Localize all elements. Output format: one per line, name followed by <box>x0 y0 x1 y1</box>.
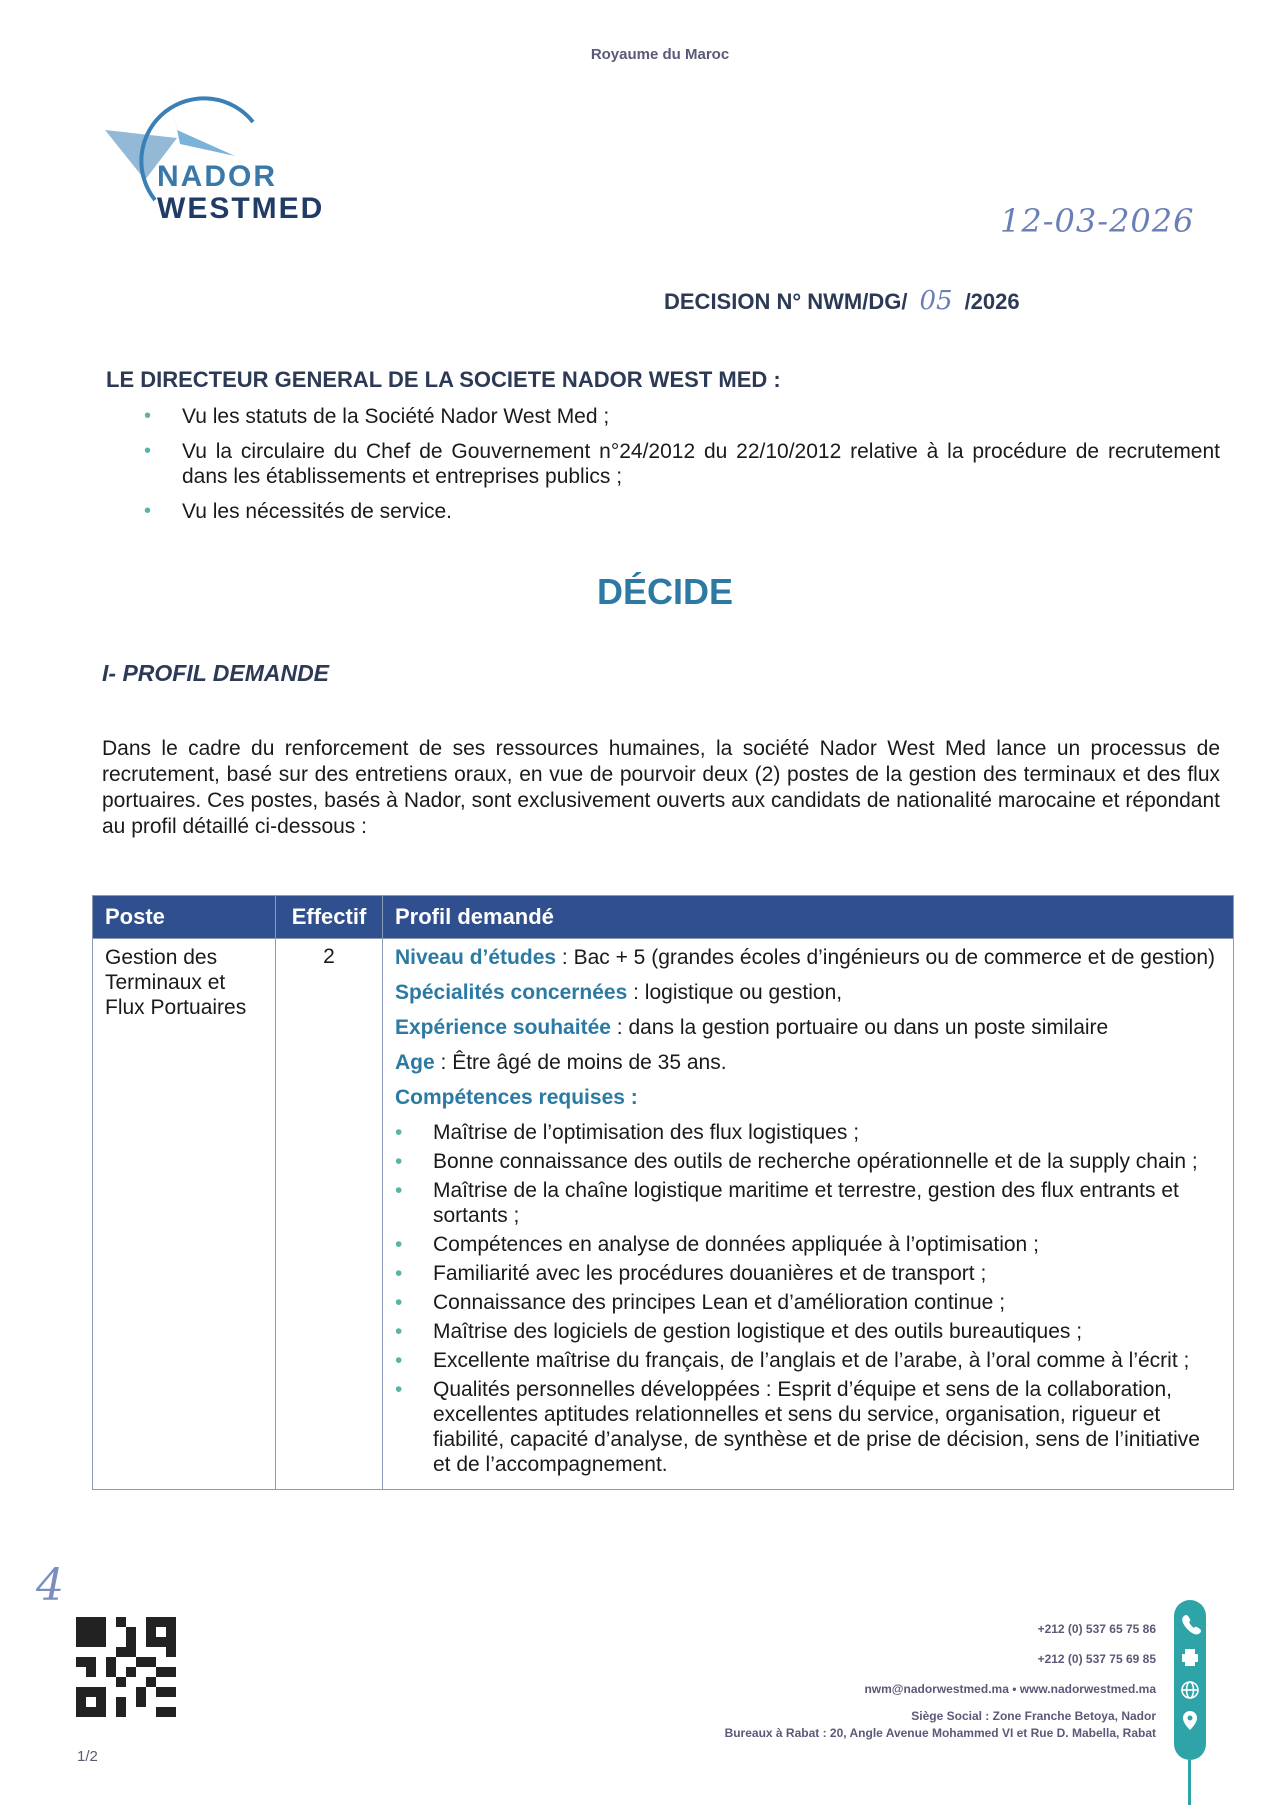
decision-reference <box>664 286 1020 316</box>
contact-block <box>725 1614 1156 1742</box>
list-item: • Vu la circulaire du Chef de Gouvernement n°24/2012 du 22/10/2012 relative à la procédure de recrutement dans les établissements et entreprises publics ; <box>140 439 1220 489</box>
section-title: I- PROFIL DEMANDE <box>102 660 330 686</box>
competences-label: Compétences requises : <box>395 1086 638 1109</box>
section-paragraph: Dans le cadre du renforcement de ses ressources humaines, la société Nador West Med lance un processus de recrutement, basé sur des entretiens oraux, en vue de pourvoir deux (2) postes de la gestion des terminaux et des flux portuaires. Ces postes, basés à Nador, sont exclusivement ouverts aux candidats de nationalité marocaine et répondant au profil détaillé ci-dessous : <box>102 737 1220 838</box>
logo-line2: WESTMED <box>157 192 325 225</box>
cell-profil <box>383 939 1234 1490</box>
handwritten-date: 12-03-2026 <box>1000 202 1195 240</box>
list-item: • Maîtrise de la chaîne logistique maritime et terrestre, gestion des flux entrants et sortants ; <box>395 1178 1221 1228</box>
kingdom-label: Royaume du Maroc <box>590 46 730 63</box>
decide-title: DÉCIDE <box>596 571 734 612</box>
page-number: 1/2 <box>77 1748 98 1765</box>
contact-icon-bar <box>1170 1598 1210 1808</box>
niveau-value: : Bac + 5 (grandes écoles d’ingénieurs ou de commerce et de gestion) <box>556 946 1216 969</box>
cell-effectif: 2 <box>276 939 383 1490</box>
list-item: • Bonne connaissance des outils de recherche opérationnelle et de la supply chain ; <box>395 1149 1221 1174</box>
experience-value: : dans la gestion portuaire ou dans un poste similaire <box>610 1016 1109 1039</box>
table-header-row <box>93 896 1234 939</box>
handwritten-mark: 4 <box>36 1560 64 1611</box>
competences-heading <box>395 1085 1221 1110</box>
list-item: • Connaissance des principes Lean et d’amélioration continue ; <box>395 1290 1221 1315</box>
director-heading: LE DIRECTEUR GENERAL DE LA SOCIETE NADOR WEST MED : <box>106 367 781 392</box>
competences-list <box>395 1120 1221 1477</box>
web-email: nwm@nadorwestmed.ma • www.nadorwestmed.ma <box>864 1682 1156 1696</box>
decision-suffix: /2026 <box>964 289 1020 314</box>
niveau-label: Niveau d’études <box>395 946 557 969</box>
header-profil: Profil demandé <box>383 896 1234 939</box>
experience-label: Expérience souhaitée <box>395 1016 611 1039</box>
list-item: • Compétences en analyse de données appliquée à l’optimisation ; <box>395 1232 1221 1257</box>
nador-westmed-logo <box>85 60 425 240</box>
header-effectif: Effectif <box>276 896 383 939</box>
table-row <box>93 939 1234 1490</box>
cell-poste: Gestion des Terminaux et Flux Portuaires <box>93 939 276 1490</box>
specialites-line <box>395 980 1221 1005</box>
age-label: Age <box>395 1051 435 1074</box>
age-value: : Être âgé de moins de 35 ans. <box>434 1051 727 1074</box>
list-item: • Excellente maîtrise du français, de l’anglais et de l’arabe, à l’oral comme à l’écrit ; <box>395 1348 1221 1373</box>
experience-line <box>395 1015 1221 1040</box>
specialites-label: Spécialités concernées <box>395 981 628 1004</box>
niveau-line <box>395 945 1221 970</box>
header-poste: Poste <box>93 896 276 939</box>
phone-number: +212 (0) 537 65 75 86 <box>1037 1622 1156 1636</box>
profile-table <box>92 895 1234 1490</box>
siege-address: Siège Social : Zone Franche Betoya, Nador <box>911 1709 1156 1723</box>
list-item: • Vu les statuts de la Société Nador West Med ; <box>140 404 1220 429</box>
rabat-address: Bureaux à Rabat : 20, Angle Avenue Mohammed VI et Rue D. Mabella, Rabat <box>724 1726 1156 1740</box>
list-item: • Qualités personnelles développées : Esprit d’équipe et sens de la collaboration, excellentes aptitudes relationnelles et sens du service, organisation, rigueur et fiabilité, capacité d’analyse, de synthèse et de prise de décision, sens de l’initiative et de l’accompagnement. <box>395 1377 1221 1477</box>
fax-number: +212 (0) 537 75 69 85 <box>1037 1652 1156 1666</box>
list-item: • Familiarité avec les procédures douanières et de transport ; <box>395 1261 1221 1286</box>
qr-code[interactable] <box>76 1617 176 1717</box>
preamble-list <box>140 404 1220 534</box>
specialites-value: : logistique ou gestion, <box>627 981 843 1004</box>
list-item: • Maîtrise de l’optimisation des flux logistiques ; <box>395 1120 1221 1145</box>
list-item: • Maîtrise des logiciels de gestion logistique et des outils bureautiques ; <box>395 1319 1221 1344</box>
list-item: • Vu les nécessités de service. <box>140 499 1220 524</box>
logo-line1: NADOR <box>157 160 277 193</box>
decision-prefix: DECISION N° NWM/DG/ <box>664 289 908 314</box>
age-line <box>395 1050 1221 1075</box>
decision-number: 05 <box>919 286 953 316</box>
